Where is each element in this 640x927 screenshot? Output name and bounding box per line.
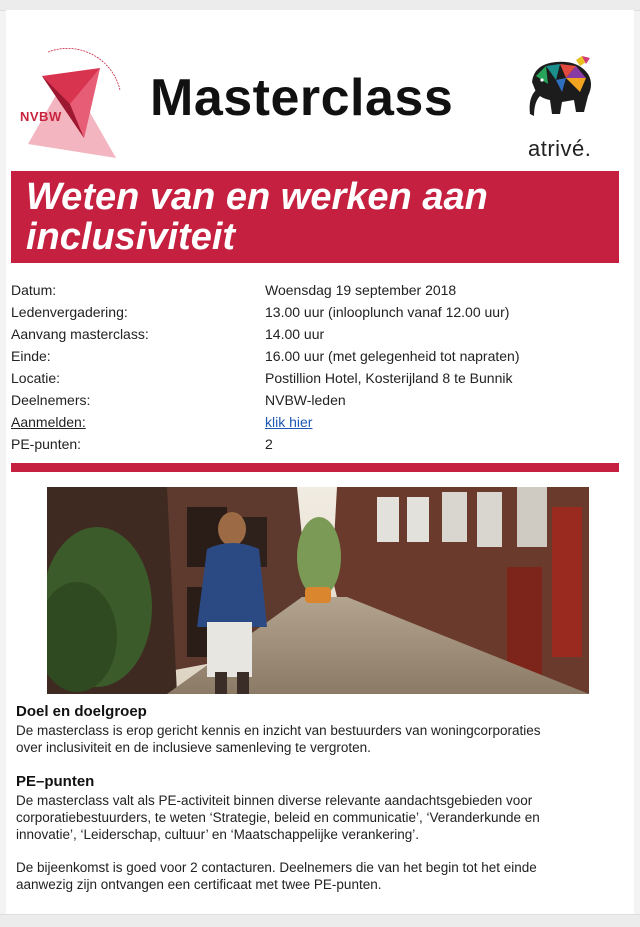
register-link[interactable]: klik hier [265,414,313,430]
info-label: Deelnemers: [11,392,91,408]
info-row-einde [11,348,611,370]
section-divider [11,463,619,472]
title-banner [11,171,619,263]
event-info-list [11,282,611,458]
info-row-ledenvergadering [11,304,611,326]
info-row-aanvang [11,326,611,348]
info-row-pe-punten [11,436,611,458]
info-row-aanmelden [11,414,611,436]
text-line: De masterclass is erop gericht kennis en inzicht van bestuurders van woningcorporaties [16,723,541,738]
info-row-locatie [11,370,611,392]
info-value: NVBW-leden [265,392,346,408]
info-label: PE-punten: [11,436,82,452]
info-value: 14.00 uur [265,326,325,342]
street-photo-image [47,487,589,694]
info-value: Woensdag 19 september 2018 [265,282,457,298]
text-line: De bijeenkomst is goed voor 2 contacturen. Deelnemers die van het begin tot het einde [16,860,537,875]
info-label: Aanvang masterclass: [11,326,149,342]
page-title: Masterclass [150,69,454,127]
nvbw-logo-text: NVBW [20,109,62,124]
text-line: corporatiebestuurders, te weten ‘Strategie, beleid en communicatie’, ‘Veranderkunde en [16,810,540,825]
info-label: Aanmelden: [11,414,86,430]
section-title-pe: PE–punten [16,773,95,790]
info-row-datum [11,282,611,304]
info-label: Datum: [11,282,57,298]
section-text-pe [16,792,622,843]
section-title-doel: Doel en doelgroep [16,703,147,720]
info-row-deelnemers [11,392,611,414]
text-line: De masterclass valt als PE-activiteit binnen diverse relevante aandachtsgebieden voor [16,793,533,808]
atrive-logo-text: atrivé. [528,136,592,161]
text-line: over inclusiviteit en de inclusieve samenleving te vergroten. [16,740,371,755]
info-value: 2 [265,436,273,452]
viewer-bottom-bar [0,914,640,927]
info-label: Einde: [11,348,51,364]
text-line: innovatie’, ‘Leiderschap, cultuur’ en ‘Maatschappelijke verankering’. [16,827,419,842]
banner-title: Weten van en werken aan inclusiviteit [26,176,488,258]
section-text-pe-contact [16,859,622,893]
info-value: 16.00 uur (met gelegenheid tot napraten) [265,348,520,364]
text-line: aanwezig zijn ontvangen een certificaat met twee PE-punten. [16,877,382,892]
info-value: Postillion Hotel, Kosterijland 8 te Bunnik [265,370,513,386]
info-label: Locatie: [11,370,61,386]
atrive-elephant-icon [522,52,602,132]
nvbw-logo [8,46,128,166]
section-text-doel [16,722,622,756]
info-value: 13.00 uur (inlooplunch vanaf 12.00 uur) [265,304,510,320]
info-label: Ledenvergadering: [11,304,128,320]
